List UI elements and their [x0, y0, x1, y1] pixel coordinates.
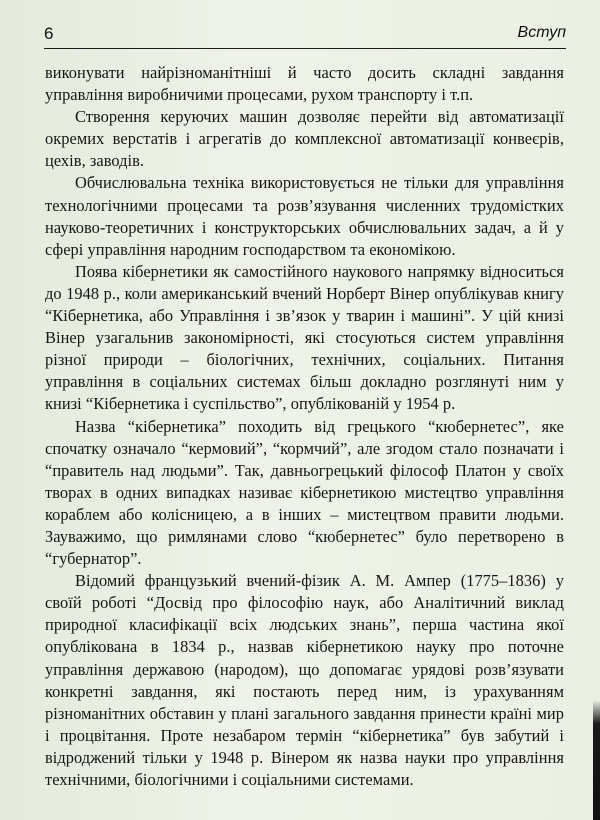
paragraph-cybernetics-origin: Поява кібернетики як самостійного наукового напрямку відноситься до 1948 р., коли американський вчений Норберт Вінер опублікував книгу “Кібернетика, або Управління і зв’язок у тварин і машині”. У цій книзі Вінер узагальнив закономірності, які стосуються систем управління різної природи – біологічних, технічних, соціальних. Питання управління в соціальних системах більш докладно розглянуті ним у книзі “Кібернетика і суспільство”, опублікованій у 1954 р. — [45, 261, 564, 414]
paragraph-term-etymology: Назва “кібернетика” походить від грецького “кюбернетес”, яке спочатку означало “кермовий”, “кормчий”, але згодом стало позначати і “правитель над людьми”. Так, давньогрецький філософ Платон у своїх творах в одних випадках називає кібернетикою мистецтво управління кораблем або колісницею, а в інших – мистецтвом правити людьми. Зауважимо, що римлянами слово “кюбернетес” було перетворено в “губернатор”. — [45, 416, 564, 569]
paragraph-continuation: виконувати найрізноманітніші й часто досить складні завдання управління виробничими процесами, рухом транспорту і т.п. — [45, 63, 564, 105]
running-header — [44, 22, 566, 49]
page-number: 6 — [44, 24, 54, 43]
paragraph-control-machines: Створення керуючих машин дозволяє перейти від автоматизації окремих верстатів і агрегатів до комплексної автоматизації конвеєрів, цехів, заводів. — [45, 107, 564, 171]
paragraph-computing-technology: Обчислювальна техніка використовується не тільки для управління технологічними процесами та розв’язування численних трудомістких науково-теоретичних і конструкторських обчислювальних задач, а й у сфері управління народним господарством та економікою. — [45, 173, 564, 259]
paragraph-ampere: Відомий французький вчений-фізик А. М. Ампер (1775–1836) у своїй роботі “Досвід про філософію наук, або Аналітичний виклад природної класифікації всіх людських знань”, перша частина якої опублікована в 1834 р., назвав кібернетикою науку про поточне управління державою (народом), що допомагає урядові розв’язувати конкретні завдання, які постають перед ним, із урахуванням різноманітних обставин у плані загального завдання принести країні мир і процвітання. Проте незабаром термін “кібернетика” був забутий і відроджений тільки у 1948 р. Вінером як назва науки про управління технічними, біологічними і соціальними системами. — [45, 571, 564, 789]
body-text — [45, 62, 564, 791]
page-edge-shadow — [593, 700, 600, 820]
section-title: Вступ — [517, 24, 566, 41]
